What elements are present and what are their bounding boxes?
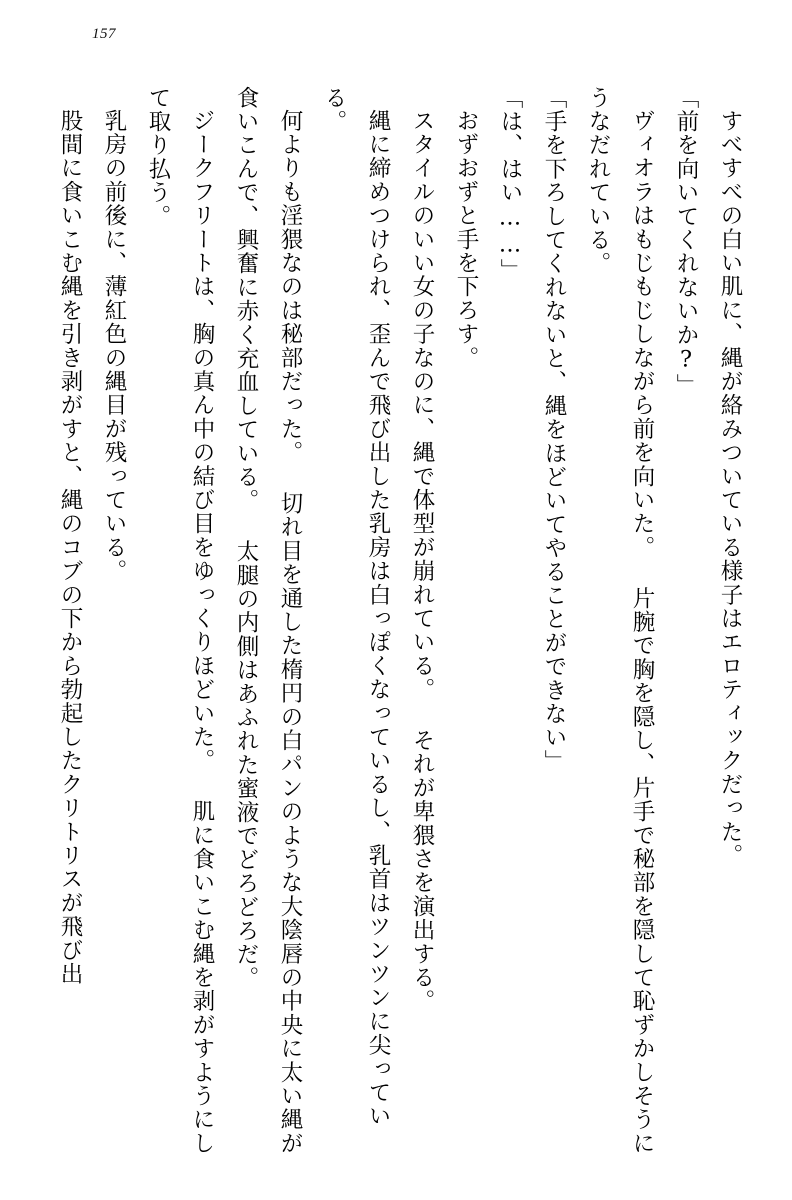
paragraph: 縄に締めつけられ、歪んで飛び出した乳房は白っぽくなっているし、乳首はツンツンに尖っている。 <box>321 86 391 1128</box>
paragraph: 乳房の前後に、薄紅色の縄目が残っている。 <box>101 108 127 583</box>
paragraph: ジークフリートは、胸の真ん中の結び目をゆっくりほどいた。 肌に食いこむ縄を剥がすようにして取り払う。 <box>145 86 215 1155</box>
page-number: 157 <box>92 26 116 42</box>
paragraph: 「手を下ろしてくれないと、縄をほどいてやることができない」 <box>541 86 567 774</box>
paragraph: おずおずと手を下ろす。 <box>453 108 479 370</box>
paragraph: 何よりも淫猥なのは秘部だった。 切れ目を通した楕円の白パンのような大陰唇の中央に太い縄が食いこんで、興奮に赤く充血している。 太腿の内側はあふれた蜜液でどろどろだ。 <box>233 86 303 1155</box>
paragraph: 股間に食いこむ縄を引き剥がすと、縄のコブの下から勃起したクリトリスが飛び出 <box>57 108 83 986</box>
paragraph: 「は、はい……」 <box>497 86 523 283</box>
paragraph: すべすべの白い肌に、縄が絡みついている様子はエロティックだった。 <box>717 108 743 867</box>
paragraph: スタイルのいい女の子なのに、縄で体型が崩れている。 それが卑猥さを演出する。 <box>409 108 435 1013</box>
page-body-text <box>40 86 752 1166</box>
paragraph: 「前を向いてくれないか?」 <box>673 86 699 398</box>
paragraph: ヴィオラはもじもじしながら前を向いた。 片腕で胸を隠し、片手で秘部を隠して恥ずかしそうにうなだれている。 <box>585 86 655 1155</box>
